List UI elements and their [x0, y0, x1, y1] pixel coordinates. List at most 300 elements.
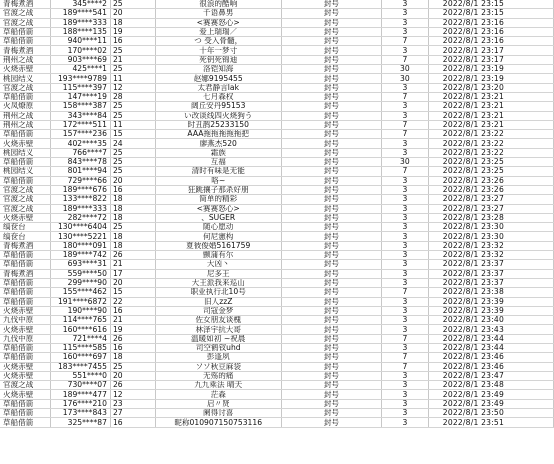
- action-cell[interactable]: 封号: [281, 232, 381, 241]
- level-cell[interactable]: 25: [110, 167, 155, 176]
- nickname-cell[interactable]: 职业执行北10号: [155, 288, 281, 297]
- table-row[interactable]: [0, 297, 554, 306]
- nickname-cell[interactable]: 、SUGER: [155, 213, 281, 222]
- table-row[interactable]: [0, 241, 554, 250]
- table-row[interactable]: [0, 148, 554, 157]
- action-cell[interactable]: 封号: [281, 260, 381, 269]
- table-row[interactable]: [0, 139, 554, 148]
- timestamp-cell[interactable]: 2022/8/1 23:26: [428, 176, 553, 185]
- level-cell[interactable]: 12: [110, 83, 155, 92]
- days-cell[interactable]: 3: [381, 390, 428, 399]
- server-cell[interactable]: 九伐中原: [0, 316, 51, 325]
- nickname-cell[interactable]: ソソ秋豆麻袋: [155, 362, 281, 371]
- account-cell[interactable]: 173****843: [51, 409, 111, 418]
- account-cell[interactable]: 188****135: [51, 27, 111, 36]
- level-cell[interactable]: 18: [110, 204, 155, 213]
- nickname-cell[interactable]: 彭逢夙: [155, 353, 281, 362]
- days-cell[interactable]: 3: [381, 102, 428, 111]
- days-cell[interactable]: 7: [381, 288, 428, 297]
- timestamp-cell[interactable]: 2022/8/1 23:44: [428, 334, 553, 343]
- account-cell[interactable]: 189****333: [51, 204, 111, 213]
- days-cell[interactable]: 3: [381, 111, 428, 120]
- level-cell[interactable]: 11: [110, 74, 155, 83]
- server-cell[interactable]: 官渡之战: [0, 185, 51, 194]
- timestamp-cell[interactable]: 2022/8/1 23:27: [428, 204, 553, 213]
- level-cell[interactable]: 16: [110, 37, 155, 46]
- timestamp-cell[interactable]: 2022/8/1 23:17: [428, 46, 553, 55]
- account-cell[interactable]: 160****616: [51, 325, 111, 334]
- action-cell[interactable]: 封号: [281, 241, 381, 250]
- server-cell[interactable]: 草船借箭: [0, 176, 51, 185]
- nickname-cell[interactable]: 简单的精彩: [155, 195, 281, 204]
- timestamp-cell[interactable]: 2022/8/1 23:39: [428, 306, 553, 315]
- level-cell[interactable]: 15: [110, 288, 155, 297]
- server-cell[interactable]: 缟奁台: [0, 223, 51, 232]
- level-cell[interactable]: 28: [110, 92, 155, 101]
- server-cell[interactable]: 草船借箭: [0, 343, 51, 352]
- server-cell[interactable]: 草船借箭: [0, 260, 51, 269]
- action-cell[interactable]: 封号: [281, 55, 381, 64]
- action-cell[interactable]: 封号: [281, 343, 381, 352]
- server-cell[interactable]: 青梅煮酒: [0, 46, 51, 55]
- table-row[interactable]: [0, 92, 554, 101]
- level-cell[interactable]: 25: [110, 46, 155, 55]
- nickname-cell[interactable]: 霜族: [155, 148, 281, 157]
- level-cell[interactable]: 11: [110, 120, 155, 129]
- level-cell[interactable]: 27: [110, 409, 155, 418]
- account-cell[interactable]: 325****87: [51, 418, 111, 427]
- action-cell[interactable]: 封号: [281, 325, 381, 334]
- days-cell[interactable]: 30: [381, 74, 428, 83]
- nickname-cell[interactable]: 阔丘安丹95153: [155, 102, 281, 111]
- table-row[interactable]: [0, 158, 554, 167]
- days-cell[interactable]: 3: [381, 46, 428, 55]
- server-cell[interactable]: 青梅煮酒: [0, 269, 51, 278]
- account-cell[interactable]: 189****477: [51, 390, 111, 399]
- table-row[interactable]: [0, 362, 554, 371]
- level-cell[interactable]: 25: [110, 148, 155, 157]
- account-cell[interactable]: 843****78: [51, 158, 111, 167]
- days-cell[interactable]: 3: [381, 83, 428, 92]
- level-cell[interactable]: 18: [110, 18, 155, 27]
- days-cell[interactable]: 3: [381, 418, 428, 427]
- nickname-cell[interactable]: 旧人zzZ: [155, 297, 281, 306]
- action-cell[interactable]: 封号: [281, 74, 381, 83]
- level-cell[interactable]: 20: [110, 278, 155, 287]
- level-cell[interactable]: 21: [110, 55, 155, 64]
- account-cell[interactable]: 133****822: [51, 195, 111, 204]
- account-cell[interactable]: 183****7455: [51, 362, 111, 371]
- server-cell[interactable]: 官渡之战: [0, 381, 51, 390]
- table-row[interactable]: [0, 195, 554, 204]
- server-cell[interactable]: 桃园结义: [0, 167, 51, 176]
- days-cell[interactable]: 3: [381, 148, 428, 157]
- timestamp-cell[interactable]: 2022/8/1 23:30: [428, 232, 553, 241]
- server-cell[interactable]: 荆州之战: [0, 55, 51, 64]
- days-cell[interactable]: 7: [381, 167, 428, 176]
- table-row[interactable]: [0, 130, 554, 139]
- level-cell[interactable]: 18: [110, 232, 155, 241]
- table-row[interactable]: [0, 83, 554, 92]
- table-row[interactable]: [0, 399, 554, 408]
- table-row[interactable]: [0, 176, 554, 185]
- timestamp-cell[interactable]: 2022/8/1 23:37: [428, 278, 553, 287]
- days-cell[interactable]: 3: [381, 18, 428, 27]
- table-row[interactable]: [0, 111, 554, 120]
- table-row[interactable]: [0, 232, 554, 241]
- nickname-cell[interactable]: 大凶丶: [155, 260, 281, 269]
- action-cell[interactable]: 封号: [281, 399, 381, 408]
- server-cell[interactable]: 官渡之战: [0, 18, 51, 27]
- server-cell[interactable]: 官渡之战: [0, 195, 51, 204]
- level-cell[interactable]: 16: [110, 185, 155, 194]
- days-cell[interactable]: 3: [381, 251, 428, 260]
- table-row[interactable]: [0, 260, 554, 269]
- server-cell[interactable]: 九伐中原: [0, 334, 51, 343]
- action-cell[interactable]: 封号: [281, 167, 381, 176]
- timestamp-cell[interactable]: 2022/8/1 23:40: [428, 316, 553, 325]
- nickname-cell[interactable]: 死钥死锦迪: [155, 55, 281, 64]
- days-cell[interactable]: 3: [381, 195, 428, 204]
- account-cell[interactable]: 130****6404: [51, 223, 111, 232]
- account-cell[interactable]: 729****66: [51, 176, 111, 185]
- level-cell[interactable]: 16: [110, 418, 155, 427]
- timestamp-cell[interactable]: 2022/8/1 23:32: [428, 251, 553, 260]
- server-cell[interactable]: 草船借箭: [0, 297, 51, 306]
- account-cell[interactable]: 157****236: [51, 130, 111, 139]
- days-cell[interactable]: 7: [381, 362, 428, 371]
- nickname-cell[interactable]: つ 受入骨髓，: [155, 37, 281, 46]
- nickname-cell[interactable]: <赛赛怒心>: [155, 18, 281, 27]
- server-cell[interactable]: 火烧赤壁: [0, 325, 51, 334]
- action-cell[interactable]: 封号: [281, 297, 381, 306]
- action-cell[interactable]: 封号: [281, 148, 381, 157]
- action-cell[interactable]: 封号: [281, 18, 381, 27]
- server-cell[interactable]: 火烧赤壁: [0, 306, 51, 315]
- server-cell[interactable]: 桃园结义: [0, 74, 51, 83]
- nickname-cell[interactable]: い改谈线四火烧狗う: [155, 111, 281, 120]
- nickname-cell[interactable]: 互福: [155, 158, 281, 167]
- account-cell[interactable]: 189****541: [51, 9, 111, 18]
- table-row[interactable]: [0, 120, 554, 129]
- account-cell[interactable]: 801****94: [51, 167, 111, 176]
- timestamp-cell[interactable]: 2022/8/1 23:30: [428, 223, 553, 232]
- account-cell[interactable]: 343****84: [51, 111, 111, 120]
- timestamp-cell[interactable]: 2022/8/1 23:49: [428, 390, 553, 399]
- timestamp-cell[interactable]: 2022/8/1 23:32: [428, 241, 553, 250]
- nickname-cell[interactable]: 洛铠知海: [155, 65, 281, 74]
- nickname-cell[interactable]: 十年一梦寸: [155, 46, 281, 55]
- days-cell[interactable]: 3: [381, 241, 428, 250]
- nickname-cell[interactable]: 赵娜9195455: [155, 74, 281, 83]
- table-row[interactable]: [0, 353, 554, 362]
- table-row[interactable]: [0, 251, 554, 260]
- account-cell[interactable]: 176****210: [51, 399, 111, 408]
- table-row[interactable]: [0, 27, 554, 36]
- server-cell[interactable]: 草船借箭: [0, 37, 51, 46]
- nickname-cell[interactable]: 咯~: [155, 176, 281, 185]
- days-cell[interactable]: 7: [381, 37, 428, 46]
- server-cell[interactable]: 火烧赤壁: [0, 371, 51, 380]
- account-cell[interactable]: 130****5221: [51, 232, 111, 241]
- nickname-cell[interactable]: <赛赛怒心>: [155, 204, 281, 213]
- nickname-cell[interactable]: 启〃贤: [155, 399, 281, 408]
- server-cell[interactable]: 草船借箭: [0, 288, 51, 297]
- level-cell[interactable]: 21: [110, 260, 155, 269]
- nickname-cell[interactable]: 狂跳攘子那杀好朋: [155, 185, 281, 194]
- account-cell[interactable]: 115****397: [51, 83, 111, 92]
- level-cell[interactable]: 18: [110, 213, 155, 222]
- level-cell[interactable]: 19: [110, 27, 155, 36]
- table-row[interactable]: [0, 306, 554, 315]
- level-cell[interactable]: 25: [110, 158, 155, 167]
- timestamp-cell[interactable]: 2022/8/1 23:47: [428, 371, 553, 380]
- nickname-cell[interactable]: 阑得讨喜: [155, 409, 281, 418]
- server-cell[interactable]: 桃园结义: [0, 148, 51, 157]
- action-cell[interactable]: 封号: [281, 362, 381, 371]
- level-cell[interactable]: 20: [110, 176, 155, 185]
- server-cell[interactable]: 缟奁台: [0, 232, 51, 241]
- server-cell[interactable]: 火烧赤壁: [0, 65, 51, 74]
- action-cell[interactable]: 封号: [281, 371, 381, 380]
- account-cell[interactable]: 559****50: [51, 269, 111, 278]
- action-cell[interactable]: 封号: [281, 195, 381, 204]
- table-row[interactable]: [0, 167, 554, 176]
- days-cell[interactable]: 3: [381, 278, 428, 287]
- days-cell[interactable]: 3: [381, 9, 428, 18]
- action-cell[interactable]: 封号: [281, 9, 381, 18]
- action-cell[interactable]: 封号: [281, 306, 381, 315]
- level-cell[interactable]: 21: [110, 316, 155, 325]
- server-cell[interactable]: 荆州之战: [0, 111, 51, 120]
- days-cell[interactable]: 3: [381, 176, 428, 185]
- action-cell[interactable]: 封号: [281, 418, 381, 427]
- account-cell[interactable]: 155****462: [51, 288, 111, 297]
- table-row[interactable]: [0, 269, 554, 278]
- account-cell[interactable]: 191****6872: [51, 297, 111, 306]
- table-row[interactable]: [0, 74, 554, 83]
- nickname-cell[interactable]: 大王派我来巡山: [155, 278, 281, 287]
- days-cell[interactable]: 7: [381, 55, 428, 64]
- timestamp-cell[interactable]: 2022/8/1 23:19: [428, 65, 553, 74]
- server-cell[interactable]: 青梅煮酒: [0, 0, 51, 9]
- server-cell[interactable]: 官渡之战: [0, 83, 51, 92]
- days-cell[interactable]: 3: [381, 409, 428, 418]
- table-row[interactable]: [0, 204, 554, 213]
- action-cell[interactable]: 封号: [281, 204, 381, 213]
- timestamp-cell[interactable]: 2022/8/1 23:17: [428, 55, 553, 64]
- account-cell[interactable]: 402****35: [51, 139, 111, 148]
- nickname-cell[interactable]: 清时有味是无能: [155, 167, 281, 176]
- days-cell[interactable]: 3: [381, 371, 428, 380]
- timestamp-cell[interactable]: 2022/8/1 23:28: [428, 213, 553, 222]
- days-cell[interactable]: 30: [381, 158, 428, 167]
- timestamp-cell[interactable]: 2022/8/1 23:15: [428, 9, 553, 18]
- action-cell[interactable]: 封号: [281, 288, 381, 297]
- account-cell[interactable]: 189****333: [51, 18, 111, 27]
- nickname-cell[interactable]: 司寇金梦: [155, 306, 281, 315]
- nickname-cell[interactable]: 夏彼俊婚5161759: [155, 241, 281, 250]
- table-row[interactable]: [0, 278, 554, 287]
- server-cell[interactable]: 草船借箭: [0, 158, 51, 167]
- table-row[interactable]: [0, 9, 554, 18]
- account-cell[interactable]: 189****742: [51, 251, 111, 260]
- server-cell[interactable]: 草船借箭: [0, 399, 51, 408]
- table-row[interactable]: [0, 316, 554, 325]
- days-cell[interactable]: 3: [381, 316, 428, 325]
- server-cell[interactable]: 草船借箭: [0, 278, 51, 287]
- account-cell[interactable]: 721****4: [51, 334, 111, 343]
- days-cell[interactable]: 3: [381, 27, 428, 36]
- level-cell[interactable]: 26: [110, 381, 155, 390]
- action-cell[interactable]: 封号: [281, 92, 381, 101]
- account-cell[interactable]: 160****697: [51, 353, 111, 362]
- nickname-cell[interactable]: 何尼憲构: [155, 232, 281, 241]
- server-cell[interactable]: 草船借箭: [0, 251, 51, 260]
- action-cell[interactable]: 封号: [281, 130, 381, 139]
- table-row[interactable]: [0, 18, 554, 27]
- timestamp-cell[interactable]: 2022/8/1 23:21: [428, 120, 553, 129]
- nickname-cell[interactable]: 廖燕杰520: [155, 139, 281, 148]
- timestamp-cell[interactable]: 2022/8/1 23:15: [428, 0, 553, 9]
- action-cell[interactable]: 封号: [281, 120, 381, 129]
- action-cell[interactable]: 封号: [281, 111, 381, 120]
- level-cell[interactable]: 20: [110, 371, 155, 380]
- timestamp-cell[interactable]: 2022/8/1 23:25: [428, 158, 553, 167]
- nickname-cell[interactable]: 尼多王: [155, 269, 281, 278]
- days-cell[interactable]: 3: [381, 381, 428, 390]
- timestamp-cell[interactable]: 2022/8/1 23:44: [428, 343, 553, 352]
- level-cell[interactable]: 16: [110, 343, 155, 352]
- timestamp-cell[interactable]: 2022/8/1 23:22: [428, 130, 553, 139]
- timestamp-cell[interactable]: 2022/8/1 23:46: [428, 362, 553, 371]
- table-row[interactable]: [0, 213, 554, 222]
- account-cell[interactable]: 189****676: [51, 185, 111, 194]
- days-cell[interactable]: 7: [381, 120, 428, 129]
- table-row[interactable]: [0, 409, 554, 418]
- server-cell[interactable]: 荆州之战: [0, 120, 51, 129]
- server-cell[interactable]: 火烧赤壁: [0, 362, 51, 371]
- account-cell[interactable]: 158****387: [51, 102, 111, 111]
- server-cell[interactable]: 官渡之战: [0, 9, 51, 18]
- action-cell[interactable]: 封号: [281, 390, 381, 399]
- timestamp-cell[interactable]: 2022/8/1 23:19: [428, 74, 553, 83]
- nickname-cell[interactable]: 颤蒲有尔: [155, 251, 281, 260]
- account-cell[interactable]: 193****9789: [51, 74, 111, 83]
- nickname-cell[interactable]: 七月森权: [155, 92, 281, 101]
- account-cell[interactable]: 693****31: [51, 260, 111, 269]
- nickname-cell[interactable]: AAA拖拖拖拖拖把: [155, 130, 281, 139]
- timestamp-cell[interactable]: 2022/8/1 23:51: [428, 418, 553, 427]
- server-cell[interactable]: 草船借箭: [0, 92, 51, 101]
- level-cell[interactable]: 17: [110, 269, 155, 278]
- nickname-cell[interactable]: 时丑鹊25233150: [155, 120, 281, 129]
- days-cell[interactable]: 7: [381, 92, 428, 101]
- days-cell[interactable]: 3: [381, 399, 428, 408]
- timestamp-cell[interactable]: 2022/8/1 23:27: [428, 195, 553, 204]
- server-cell[interactable]: 草船借箭: [0, 27, 51, 36]
- account-cell[interactable]: 425****1: [51, 65, 111, 74]
- nickname-cell[interactable]: 太君静言lak: [155, 83, 281, 92]
- days-cell[interactable]: 3: [381, 260, 428, 269]
- level-cell[interactable]: 24: [110, 139, 155, 148]
- action-cell[interactable]: 封号: [281, 185, 381, 194]
- level-cell[interactable]: 26: [110, 251, 155, 260]
- timestamp-cell[interactable]: 2022/8/1 23:50: [428, 409, 553, 418]
- server-cell[interactable]: 火凤燎原: [0, 102, 51, 111]
- table-row[interactable]: [0, 381, 554, 390]
- days-cell[interactable]: 3: [381, 204, 428, 213]
- level-cell[interactable]: 19: [110, 325, 155, 334]
- nickname-cell[interactable]: 司空鹤钗uhd: [155, 343, 281, 352]
- level-cell[interactable]: 23: [110, 399, 155, 408]
- timestamp-cell[interactable]: 2022/8/1 23:16: [428, 27, 553, 36]
- action-cell[interactable]: 封号: [281, 139, 381, 148]
- action-cell[interactable]: 封号: [281, 316, 381, 325]
- account-cell[interactable]: 147****19: [51, 92, 111, 101]
- table-row[interactable]: [0, 65, 554, 74]
- days-cell[interactable]: 3: [381, 0, 428, 9]
- table-row[interactable]: [0, 102, 554, 111]
- account-cell[interactable]: 299****90: [51, 278, 111, 287]
- days-cell[interactable]: 3: [381, 213, 428, 222]
- table-row[interactable]: [0, 418, 554, 427]
- account-cell[interactable]: 170****02: [51, 46, 111, 55]
- timestamp-cell[interactable]: 2022/8/1 23:37: [428, 269, 553, 278]
- level-cell[interactable]: 26: [110, 334, 155, 343]
- level-cell[interactable]: 16: [110, 306, 155, 315]
- timestamp-cell[interactable]: 2022/8/1 23:20: [428, 83, 553, 92]
- account-cell[interactable]: 730****07: [51, 381, 111, 390]
- days-cell[interactable]: 3: [381, 325, 428, 334]
- level-cell[interactable]: 25: [110, 111, 155, 120]
- nickname-cell[interactable]: 很浪的酷响: [155, 0, 281, 9]
- timestamp-cell[interactable]: 2022/8/1 23:25: [428, 167, 553, 176]
- account-cell[interactable]: 766****7: [51, 148, 111, 157]
- table-row[interactable]: [0, 325, 554, 334]
- table-row[interactable]: [0, 334, 554, 343]
- server-cell[interactable]: 火烧赤壁: [0, 139, 51, 148]
- days-cell[interactable]: 3: [381, 306, 428, 315]
- nickname-cell[interactable]: 温暖如初 ~祝晨: [155, 334, 281, 343]
- server-cell[interactable]: 火烧赤壁: [0, 213, 51, 222]
- action-cell[interactable]: 封号: [281, 102, 381, 111]
- days-cell[interactable]: 3: [381, 223, 428, 232]
- level-cell[interactable]: 22: [110, 297, 155, 306]
- days-cell[interactable]: 3: [381, 185, 428, 194]
- account-cell[interactable]: 282****72: [51, 213, 111, 222]
- server-cell[interactable]: 官渡之战: [0, 204, 51, 213]
- table-row[interactable]: [0, 343, 554, 352]
- account-cell[interactable]: 903****69: [51, 55, 111, 64]
- level-cell[interactable]: 25: [110, 362, 155, 371]
- level-cell[interactable]: 25: [110, 223, 155, 232]
- account-cell[interactable]: 190****90: [51, 306, 111, 315]
- level-cell[interactable]: 25: [110, 65, 155, 74]
- account-cell[interactable]: 172****511: [51, 120, 111, 129]
- server-cell[interactable]: 草船借箭: [0, 409, 51, 418]
- action-cell[interactable]: 封号: [281, 223, 381, 232]
- days-cell[interactable]: 3: [381, 139, 428, 148]
- days-cell[interactable]: 3: [381, 269, 428, 278]
- action-cell[interactable]: 封号: [281, 409, 381, 418]
- timestamp-cell[interactable]: 2022/8/1 23:26: [428, 185, 553, 194]
- server-cell[interactable]: 草船借箭: [0, 418, 51, 427]
- table-row[interactable]: [0, 223, 554, 232]
- nickname-cell[interactable]: 佐女朋友谈槐: [155, 316, 281, 325]
- action-cell[interactable]: 封号: [281, 213, 381, 222]
- timestamp-cell[interactable]: 2022/8/1 23:43: [428, 325, 553, 334]
